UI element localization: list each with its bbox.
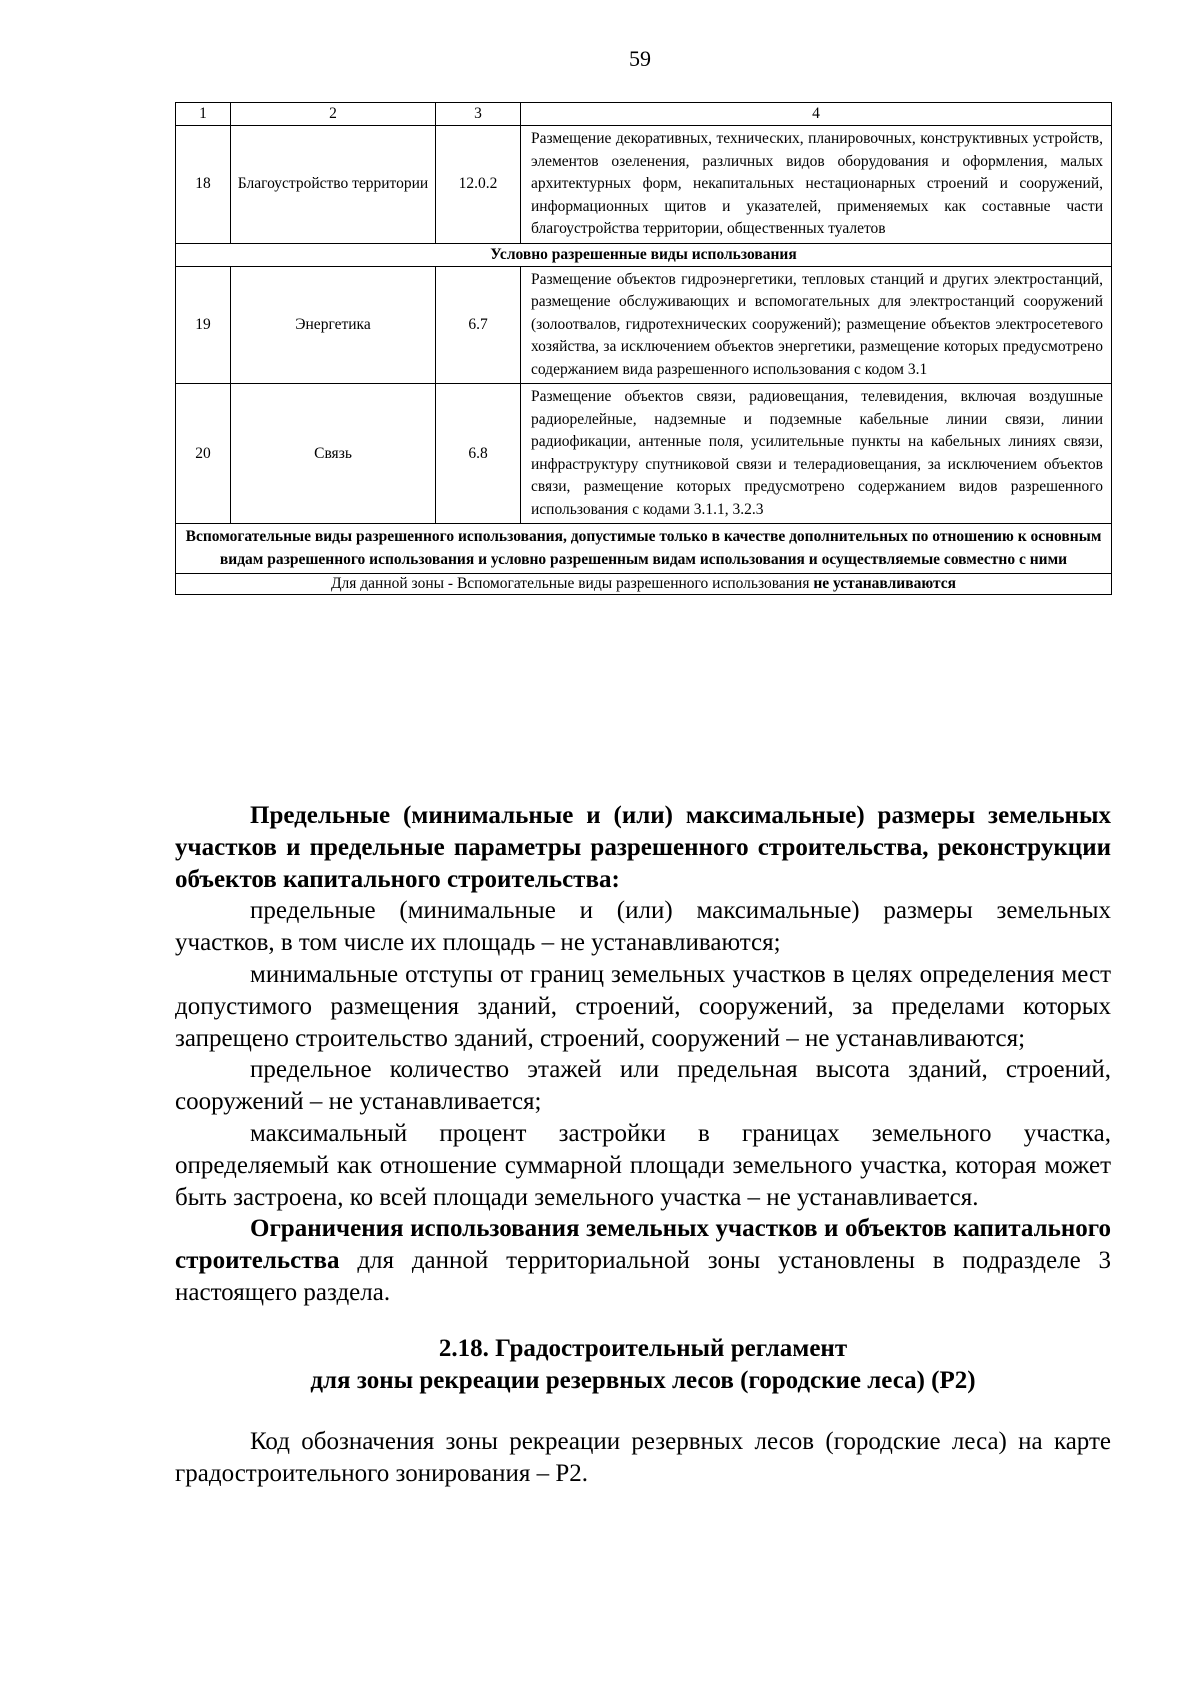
header-cell: 1 xyxy=(176,103,231,126)
row-number: 20 xyxy=(176,384,231,524)
note-row xyxy=(176,574,1112,595)
use-description: Размещение объектов гидроэнергетики, тепловых станций и других электростанций, размещение обслуживающих и вспомогательных для электростанций сооружений (золоотвалов, гидротехнических сооружений); размещение объектов электросетевого хозяйства, за исключением объектов энергетики, размещение которых предусмотрено содержанием вида разрешенного использования с кодом 3.1 xyxy=(521,266,1112,384)
restrictions-paragraph xyxy=(175,1213,1111,1308)
row-number: 19 xyxy=(176,266,231,384)
use-description: Размещение декоративных, технических, планировочных, конструктивных устройств, элементов озеленения, различных видов оборудования и оформления, малых архитектурных форм, некапитальных нестационарных строений и сооружений, информационных щитов и указателей, применяемых как составные части благоустройства территории, общественных туалетов xyxy=(521,126,1112,244)
zone-code-paragraph: Код обозначения зоны рекреации резервных лесов (городские леса) на карте градостроительного зонирования – Р2. xyxy=(175,1428,1111,1488)
limit-item: предельное количество этажей или предельная высота зданий, строений, сооружений – не устанавливается; xyxy=(175,1056,1111,1116)
limit-item: минимальные отступы от границ земельных участков в целях определения мест допустимого размещения зданий, строений, сооружений, за пределами которых запрещено строительство зданий, строений, сооружений – не устанавливаются; xyxy=(175,960,1111,1052)
auxiliary-uses-note xyxy=(176,574,1112,595)
limit-item: максимальный процент застройки в границах земельного участка, определяемый как отношение суммарной площади земельного участка, которая может быть застроена, ко всей площади земельного участка – не устанавливается. xyxy=(175,1119,1111,1211)
header-cell: 3 xyxy=(436,103,521,126)
table-header-row xyxy=(176,103,1112,126)
auxiliary-uses-title: Вспомогательные виды разрешенного использования, допустимые только в качестве дополнительных по отношению к основным видам разрешенного использования и условно разрешенным видам использования и осуществляемые совместно с ними xyxy=(176,524,1112,574)
table-row xyxy=(176,126,1112,244)
section-title: 2.18. Градостроительный регламент xyxy=(438,1334,848,1362)
conditional-uses-title: Условно разрешенные виды использования xyxy=(176,243,1112,266)
restrictions-bold: Ограничения использования земельных участков и объектов капитального строительства xyxy=(175,1215,1111,1275)
use-code: 12.0.2 xyxy=(436,126,521,244)
restrictions-rest: для данной территориальной зоны установлены в подразделе 3 настоящего раздела. xyxy=(175,1247,1111,1306)
use-description: Размещение объектов связи, радиовещания, телевидения, включая воздушные радиорелейные, надземные и подземные кабельные линии связи, линии радиофикации, антенные поля, усилительные пункты на кабельных линиях связи, инфраструктуру спутниковой связи и телерадиовещания, за исключением объектов связи, размещение которых предусмотрено содержанием видов разрешенного использования с кодами 3.1.1, 3.2.3 xyxy=(521,384,1112,524)
land-use-table xyxy=(175,102,1112,595)
table-row xyxy=(176,266,1112,384)
note-prefix: Для данной зоны - Вспомогательные виды разрешенного использования xyxy=(330,575,810,592)
page-number: 59 xyxy=(629,46,651,71)
use-code: 6.8 xyxy=(436,384,521,524)
use-code: 6.7 xyxy=(436,266,521,384)
use-name: Связь xyxy=(231,384,436,524)
section-subtitle: для зоны рекреации резервных лесов (городские леса) (Р2) xyxy=(310,1366,976,1394)
use-name: Благоустройство территории xyxy=(231,126,436,244)
note-bold: не устанавливаются xyxy=(813,575,957,592)
limits-heading: Предельные (минимальные и (или) максимальные) размеры земельных участков и предельные параметры разрешенного строительства, реконструкции объектов капитального строительства: xyxy=(175,802,1111,893)
use-name: Энергетика xyxy=(231,266,436,384)
section-row xyxy=(176,243,1112,266)
header-cell: 2 xyxy=(231,103,436,126)
regulation-text xyxy=(175,800,1111,1490)
section-row xyxy=(176,524,1112,574)
limit-item: предельные (минимальные и (или) максимальные) размеры земельных участков, в том числе их площадь – не устанавливаются; xyxy=(175,897,1111,957)
table-row xyxy=(176,384,1112,524)
header-cell: 4 xyxy=(521,103,1112,126)
row-number: 18 xyxy=(176,126,231,244)
